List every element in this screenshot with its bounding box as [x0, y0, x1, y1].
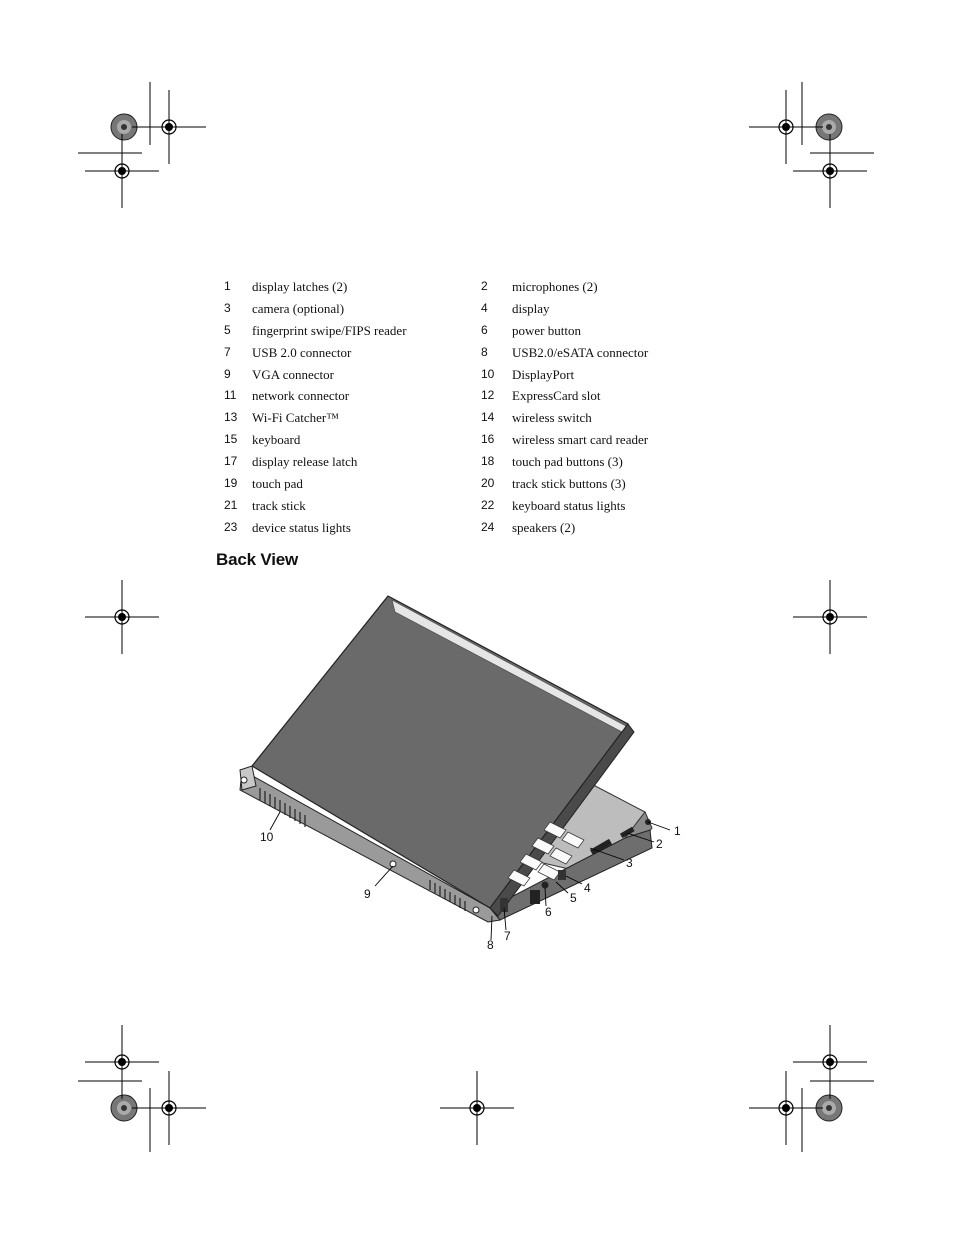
legend-label: power button [512, 322, 581, 338]
callout-1: 1 [674, 824, 681, 838]
legend-label: display latches (2) [252, 279, 348, 294]
legend-number: 24 [481, 519, 495, 534]
component-legend [224, 276, 664, 539]
callout-8: 8 [487, 938, 494, 952]
legend-number: 19 [224, 476, 238, 491]
legend-label: camera (optional) [252, 300, 345, 316]
dc-port-icon [473, 907, 479, 913]
section-heading: Back View [216, 550, 298, 569]
legend-label: USB 2.0 connector [252, 344, 352, 360]
legend-label: touch pad buttons (3) [512, 454, 623, 470]
legend-label: wireless smart card reader [512, 432, 649, 448]
legend-number: 5 [224, 322, 231, 337]
callout-2: 2 [656, 837, 663, 851]
callout-5: 5 [570, 891, 577, 905]
legend-label: display release latch [252, 454, 358, 470]
legend-label: fingerprint swipe/FIPS reader [252, 322, 407, 338]
callout-7: 7 [504, 929, 511, 943]
legend-number: 10 [481, 366, 495, 381]
legend-label: VGA connector [252, 366, 334, 382]
callout-4: 4 [584, 881, 591, 895]
legend-number: 9 [224, 366, 231, 381]
legend-label: ExpressCard slot [512, 388, 601, 404]
legend-number: 15 [224, 432, 238, 447]
callout-10: 10 [260, 830, 274, 844]
legend-number: 1 [224, 279, 231, 293]
legend-label: Wi-Fi Catcher™ [252, 410, 339, 426]
usb-esata-port-icon [530, 890, 540, 904]
legend-number: 2 [481, 279, 488, 293]
legend-label: speakers (2) [512, 519, 576, 535]
legend-number: 21 [224, 497, 238, 512]
legend-label: device status lights [252, 519, 351, 535]
legend-number: 4 [481, 300, 488, 315]
legend-number: 16 [481, 432, 495, 447]
legend-label: wireless switch [512, 410, 592, 426]
laptop-illustration [230, 590, 700, 960]
legend-number: 12 [481, 388, 495, 403]
legend-label: USB2.0/eSATA connector [512, 344, 649, 360]
legend-label: keyboard [252, 432, 301, 448]
legend-number: 6 [481, 322, 488, 337]
callout-6: 6 [545, 905, 552, 919]
legend-label: microphones (2) [512, 279, 598, 294]
legend-number: 11 [224, 388, 237, 403]
legend-label: display [512, 300, 550, 316]
power-port-icon [542, 882, 549, 889]
legend-number: 22 [481, 497, 495, 512]
legend-label: track stick [252, 497, 306, 513]
legend-label: touch pad [252, 476, 303, 492]
legend-number: 18 [481, 454, 495, 469]
legend-label: keyboard status lights [512, 497, 626, 513]
legend-number: 8 [481, 344, 488, 359]
network-port-icon [558, 870, 566, 880]
laptop-back-view-figure [230, 590, 700, 960]
legend-number: 7 [224, 344, 231, 359]
callout-9: 9 [364, 887, 371, 901]
legend-label: track stick buttons (3) [512, 476, 626, 492]
legend-number: 14 [481, 410, 495, 425]
legend-label: network connector [252, 388, 350, 404]
security-slot-icon [241, 777, 247, 783]
legend-number: 3 [224, 300, 231, 315]
legend-number: 23 [224, 519, 238, 534]
legend-label: DisplayPort [512, 366, 575, 382]
legend-number: 17 [224, 454, 238, 469]
legend-number: 20 [481, 476, 495, 491]
legend-number: 13 [224, 410, 238, 425]
callout-3: 3 [626, 856, 633, 870]
